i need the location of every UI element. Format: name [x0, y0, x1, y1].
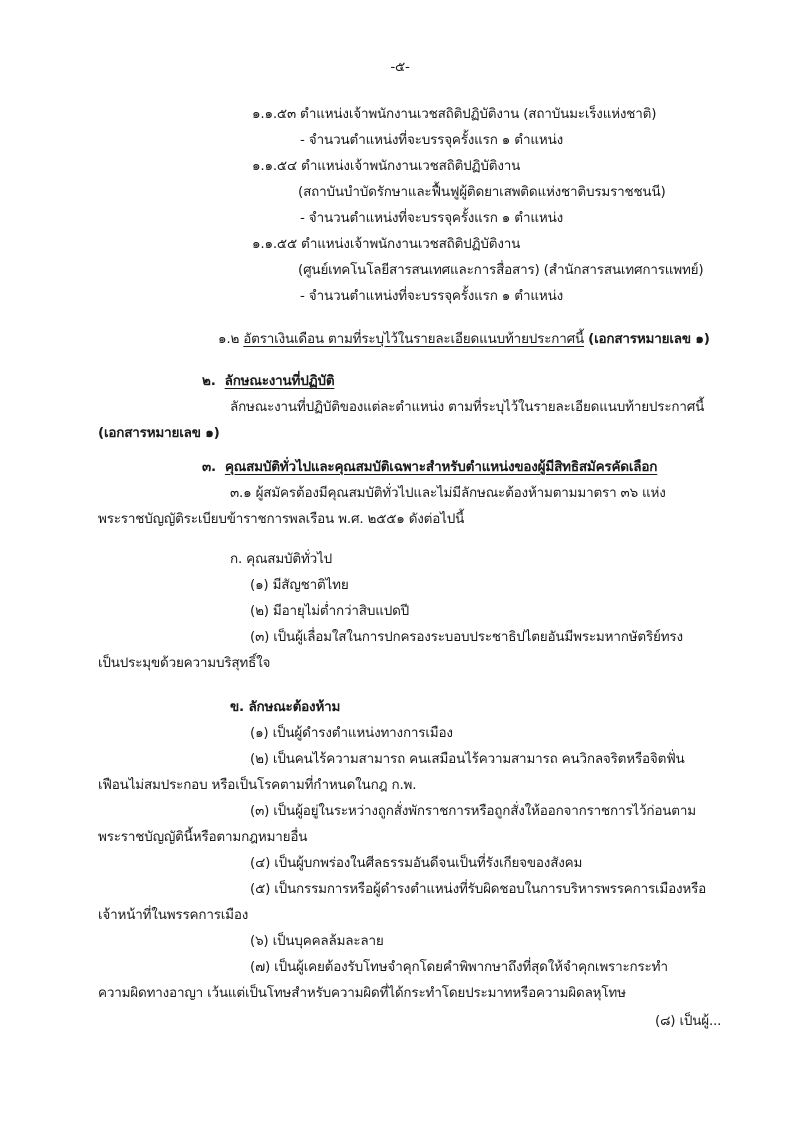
section-2-body: ลักษณะงานที่ปฏิบัติของแต่ละตำแหน่ง ตามที่ระบุไว้ในรายละเอียดแนบท้ายประกาศนี้	[230, 399, 705, 415]
position-heading: ๑.๑.๕๓ ตำแหน่งเจ้าพนักงานเวชสถิติปฏิบัติงาน (สถาบันมะเร็งแห่งชาติ)	[252, 106, 657, 122]
section-title: คุณสมบัติทั่วไปและคุณสมบัติเฉพาะสำหรับตำแหน่งของผู้มีสิทธิสมัครคัดเลือก	[224, 459, 658, 475]
list-item: (๕) เป็นกรรมการหรือผู้ดำรงตำแหน่งที่รับผิดชอบในการบริหารพรรคการเมืองหรือ	[250, 881, 707, 897]
position-unit: (สถาบันบำบัดรักษาและฟื้นฟูผู้ติดยาเสพติดแห่งชาติบรมราชชนนี)	[298, 184, 666, 200]
position-count: - จำนวนตำแหน่งที่จะบรรจุครั้งแรก ๑ ตำแหน่ง	[300, 210, 564, 226]
list-item-continuation: เป็นประมุขด้วยความบริสุทธิ์ใจ	[98, 655, 271, 671]
list-item: (๑) เป็นผู้ดำรงตำแหน่งทางการเมือง	[250, 725, 453, 741]
page-continuation: (๘) เป็นผู้...	[655, 1013, 722, 1029]
section-3-heading	[202, 458, 657, 476]
list-item: (๖) เป็นบุคคลล้มละลาย	[250, 933, 384, 949]
list-item: (๑) มีสัญชาติไทย	[250, 577, 349, 593]
salary-rate-text: อัตราเงินเดือน ตามที่ระบุไว้ในรายละเอียดแนบท้ายประกาศนี้	[243, 331, 585, 347]
list-item-continuation: ความผิดทางอาญา เว้นแต่เป็นโทษสำหรับความผิดที่ได้กระทำโดยประมาทหรือความผิดลหุโทษ	[98, 985, 626, 1001]
document-reference: (เอกสารหมายเลข ๑)	[588, 331, 710, 347]
document-reference: (เอกสารหมายเลข ๑)	[98, 425, 220, 441]
section-number: ๑.๒	[218, 331, 240, 347]
list-item-continuation: พระราชบัญญัตินี้หรือตามกฎหมายอื่น	[98, 829, 308, 845]
position-count: - จำนวนตำแหน่งที่จะบรรจุครั้งแรก ๑ ตำแหน่ง	[300, 288, 564, 304]
position-count: - จำนวนตำแหน่งที่จะบรรจุครั้งแรก ๑ ตำแหน่ง	[300, 132, 564, 148]
section-2-heading	[202, 372, 334, 390]
list-item: (๗) เป็นผู้เคยต้องรับโทษจำคุกโดยคำพิพากษาถึงที่สุดให้จำคุกเพราะกระทำ	[250, 959, 668, 975]
position-heading: ๑.๑.๕๕ ตำแหน่งเจ้าพนักงานเวชสถิติปฏิบัติงาน	[252, 236, 521, 252]
section-number: ๓.	[202, 459, 216, 475]
sub-3-1-line2: พระราชบัญญัติระเบียบข้าราชการพลเรือน พ.ศ. ๒๕๕๑ ดังต่อไปนี้	[98, 511, 465, 527]
list-item: (๓) เป็นผู้อยู่ในระหว่างถูกสั่งพักราชการหรือถูกสั่งให้ออกจากราชการไว้ก่อนตาม	[250, 803, 696, 819]
list-item-continuation: เจ้าหน้าที่ในพรรคการเมือง	[98, 907, 249, 923]
list-item-continuation: เฟือนไม่สมประกอบ หรือเป็นโรคตามที่กำหนดในกฎ ก.พ.	[98, 777, 417, 793]
list-item: (๔) เป็นผู้บกพร่องในศีลธรรมอันดีจนเป็นที่รังเกียจของสังคม	[250, 855, 583, 871]
list-item: (๓) เป็นผู้เลื่อมใสในการปกครองระบอบประชาธิปไตยอันมีพระมหากษัตริย์ทรง	[250, 629, 683, 645]
position-unit: (ศูนย์เทคโนโลยีสารสนเทศและการสื่อสาร) (สำนักสารสนเทศการแพทย์)	[298, 262, 704, 278]
salary-rate-line	[218, 330, 710, 348]
prohibited-characteristics-title: ข. ลักษณะต้องห้าม	[230, 699, 341, 715]
list-item: (๒) มีอายุไม่ต่ำกว่าสิบแปดปี	[250, 603, 410, 619]
position-heading: ๑.๑.๕๔ ตำแหน่งเจ้าพนักงานเวชสถิติปฏิบัติงาน	[252, 158, 521, 174]
general-qualifications-title: ก. คุณสมบัติทั่วไป	[230, 551, 333, 567]
list-item: (๒) เป็นคนไร้ความสามารถ คนเสมือนไร้ความสามารถ คนวิกลจริตหรือจิตฟั่น	[250, 751, 685, 767]
page-number: -๕-	[390, 59, 410, 75]
section-number: ๒.	[202, 373, 216, 389]
section-title: ลักษณะงานที่ปฏิบัติ	[224, 373, 335, 389]
sub-3-1-line1: ๓.๑ ผู้สมัครต้องมีคุณสมบัติทั่วไปและไม่มีลักษณะต้องห้ามตามมาตรา ๓๖ แห่ง	[230, 485, 666, 501]
